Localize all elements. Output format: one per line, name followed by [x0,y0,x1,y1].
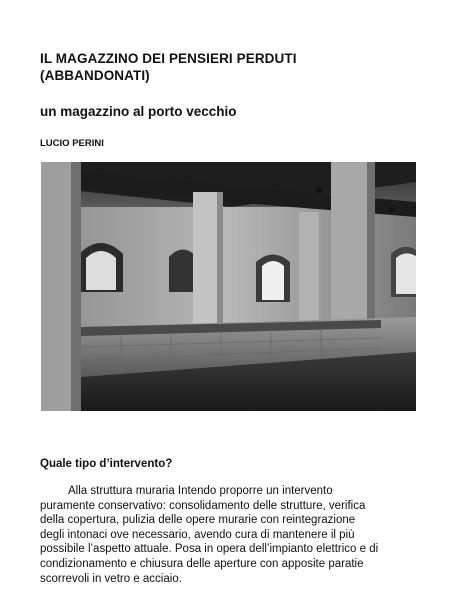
body-line: degli intonaci ove necessario, avendo cura di mantenere il più [40,528,355,541]
warehouse-photo [41,162,416,411]
title-line-1: IL MAGAZZINO DEI PENSIERI PERDUTI [40,51,297,66]
document-title [40,50,420,84]
title-line-2: (ABBANDONATI) [40,68,150,83]
body-line-text: Alla struttura muraria Intendo proporre un intervento [68,485,333,497]
body-paragraph [40,484,420,586]
body-line: puramente conservativo: consolidamento delle strutture, verifica [40,499,366,512]
section-heading: Quale tipo d’intervento? [40,458,173,470]
author-name: LUCIO PERINI [40,138,104,149]
body-line: possibile l’aspetto attuale. Posa in opera dell’impianto elettrico e di [40,543,379,556]
document-subtitle: un magazzino al porto vecchio [40,104,237,119]
body-line: scorrevoli in vetro e acciaio. [40,572,182,585]
body-line: condizionamento e chiusura delle aperture con apposite paratie [40,557,364,570]
body-line: della copertura, pulizia delle opere murarie con reintegrazione [40,514,356,527]
body-line [40,484,420,499]
